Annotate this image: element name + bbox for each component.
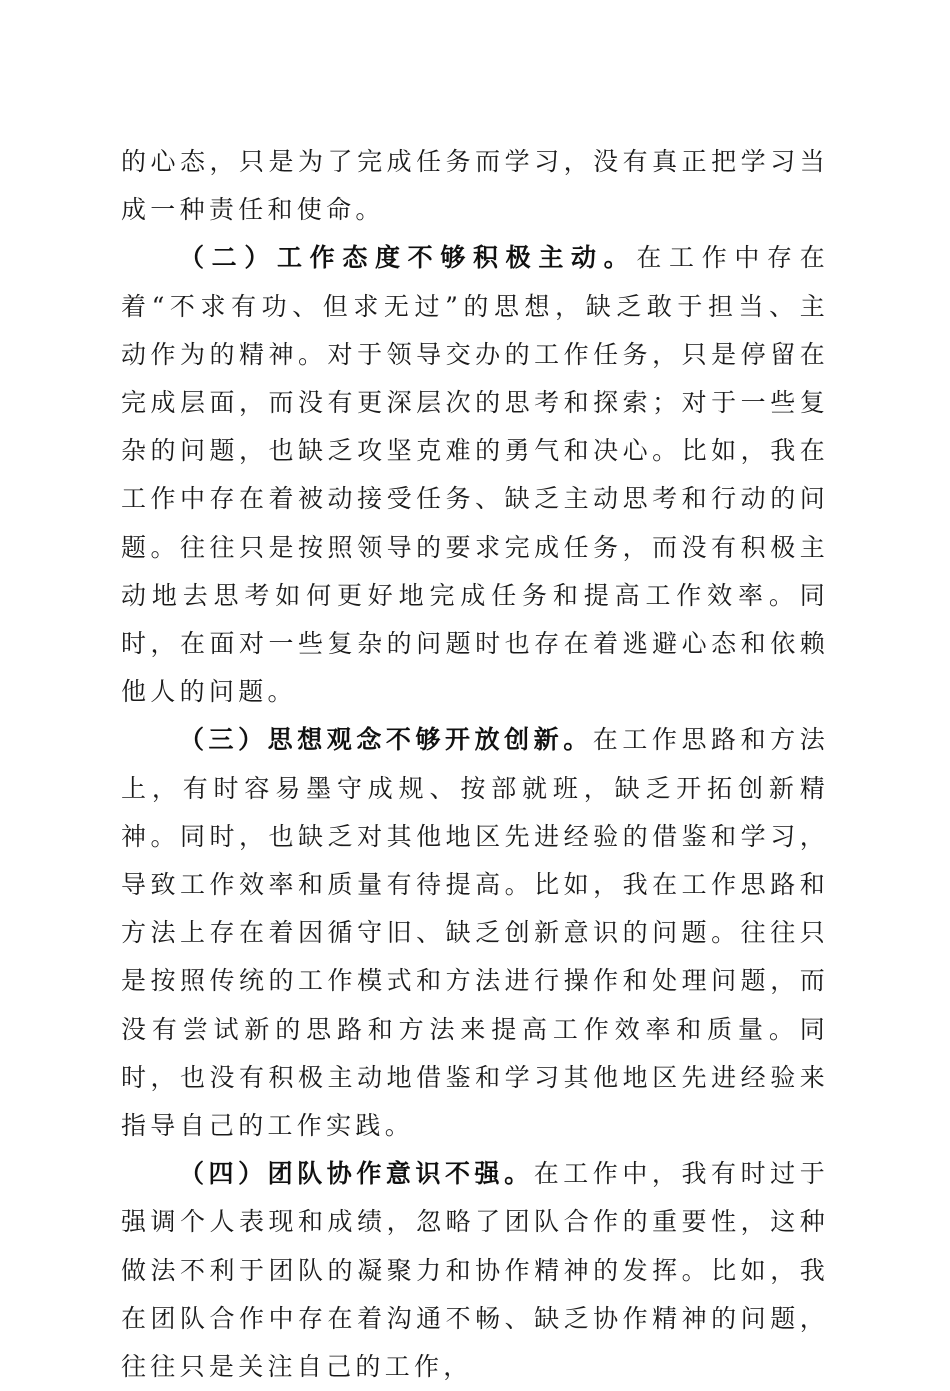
- paragraph-teamwork: [121, 1150, 829, 1391]
- section-heading-3: （三）思想观念不够开放创新。: [179, 725, 593, 755]
- paragraph-text: 在工作思路和方法上，有时容易墨守成规、按部就班，缺乏开拓创新精神。同时，也缺乏对其他地区先进经验的借鉴和学习，导致工作效率和质量有待提高。比如，我在工作思路和方法上存在着因循守旧、缺乏创新意识的问题。往往只是按照传统的工作模式和方法进行操作和处理问题，而没有尝试新的思路和方法来提高工作效率和质量。同时，也没有积极主动地借鉴和学习其他地区先进经验来指导自己的工作实践。: [121, 725, 829, 1141]
- paragraph-continuation: [121, 138, 829, 234]
- section-heading-4: （四）团队协作意识不强。: [179, 1159, 534, 1189]
- section-heading-2: （二）工作态度不够积极主动。: [179, 243, 637, 273]
- paragraph-text: 的心态，只是为了完成任务而学习，没有真正把学习当成一种责任和使命。: [121, 147, 829, 225]
- document-body: [121, 138, 829, 1391]
- paragraph-innovation: [121, 716, 829, 1150]
- paragraph-work-attitude: [121, 234, 829, 716]
- paragraph-text: 在工作中存在着“不求有功、但求无过”的思想，缺乏敢于担当、主动作为的精神。对于领导交办的工作任务，只是停留在完成层面，而没有更深层次的思考和探索；对于一些复杂的问题，也缺乏攻坚克难的勇气和决心。比如，我在工作中存在着被动接受任务、缺乏主动思考和行动的问题。往往只是按照领导的要求完成任务，而没有积极主动地去思考如何更好地完成任务和提高工作效率。同时，在面对一些复杂的问题时也存在着逃避心态和依赖他人的问题。: [121, 243, 829, 707]
- paragraph-text: 在工作中，我有时过于强调个人表现和成绩，忽略了团队合作的重要性，这种做法不利于团队的凝聚力和协作精神的发挥。比如，我在团队合作中存在着沟通不畅、缺乏协作精神的问题，往往只是关注自己的工作，: [121, 1159, 829, 1382]
